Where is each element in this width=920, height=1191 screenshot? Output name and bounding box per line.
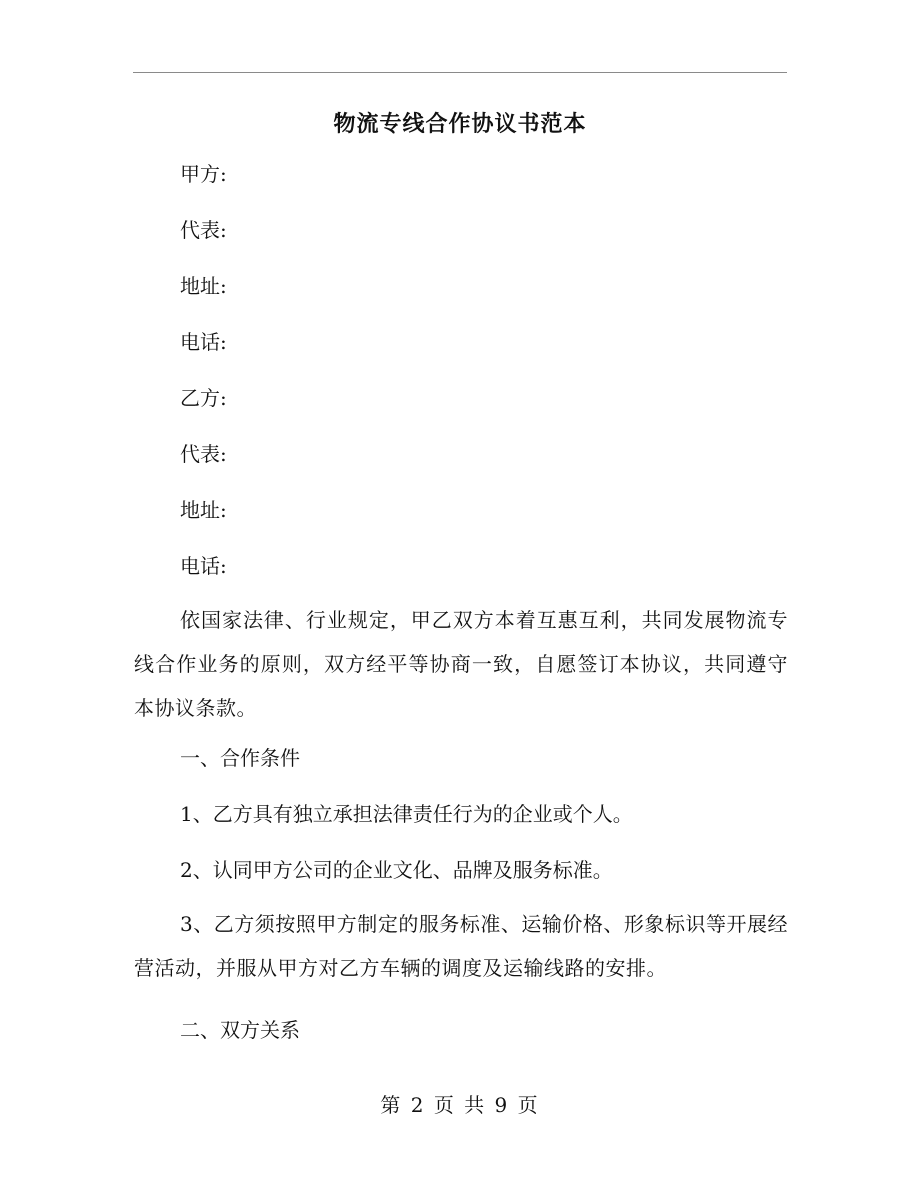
party-a-address-label: 地址: bbox=[180, 274, 227, 298]
section-1-item-1: 1、乙方具有独立承担法律责任行为的企业或个人。 bbox=[180, 802, 633, 826]
party-b-address-label: 地址: bbox=[180, 498, 227, 522]
party-a-name-label: 甲方: bbox=[180, 162, 227, 186]
header-rule bbox=[133, 72, 787, 73]
party-a-rep-label: 代表: bbox=[180, 218, 227, 242]
section-1-heading: 一、合作条件 bbox=[180, 746, 300, 770]
section-2-heading: 二、双方关系 bbox=[180, 1018, 300, 1042]
intro-paragraph: 依国家法律、行业规定，甲乙双方本着互惠互利，共同发展物流专线合作业务的原则，双方经平等协商一致，自愿签订本协议，共同遵守本协议条款。 bbox=[134, 608, 788, 720]
page-footer: 第 2 页 共 9 页 bbox=[380, 1093, 540, 1117]
document-title: 物流专线合作协议书范本 bbox=[333, 111, 587, 137]
party-a-phone-label: 电话: bbox=[180, 330, 227, 354]
section-1-item-2: 2、认同甲方公司的企业文化、品牌及服务标准。 bbox=[180, 858, 613, 882]
party-b-name-label: 乙方: bbox=[180, 386, 227, 410]
section-1-item-3: 3、乙方须按照甲方制定的服务标准、运输价格、形象标识等开展经营活动，并服从甲方对乙方车辆的调度及运输线路的安排。 bbox=[134, 912, 788, 980]
party-b-rep-label: 代表: bbox=[180, 442, 227, 466]
party-b-phone-label: 电话: bbox=[180, 554, 227, 578]
